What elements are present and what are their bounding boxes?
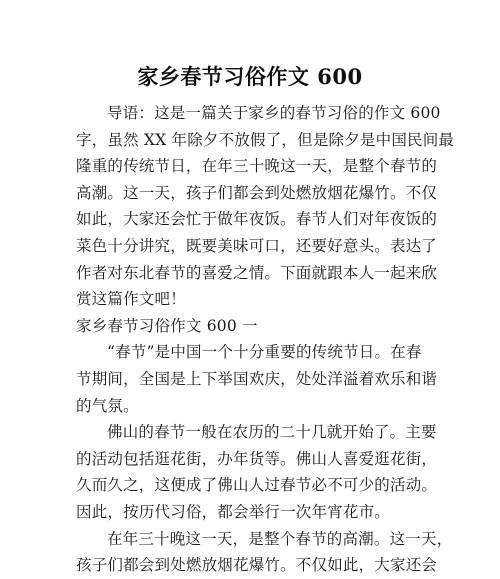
text-line: 作者对东北春节的喜爱之情。下面就跟本人一起来欣 <box>76 263 438 282</box>
text-line: 菜色十分讲究，既要美味可口，还要好意头。表达了 <box>76 236 438 255</box>
text-line: 隆重的传统节日，在年三十晚这一天，是整个春节的 <box>76 157 438 176</box>
text-line: 的活动包括逛花街，办年货等。佛山人喜爱逛花街， <box>76 449 438 468</box>
document-title: 家乡春节习俗作文 600 <box>137 64 363 89</box>
text-line: 字，虽然 XX 年除夕不放假了，但是除夕是中国民间最 <box>76 130 455 149</box>
document-body <box>76 100 455 579</box>
text-line: 在年三十晚这一天，是整个春节的高潮。这一天， <box>107 529 453 548</box>
text-line: 赏这篇作文吧！ <box>76 290 186 309</box>
text-line: 久而久之，这便成了佛山人过春节必不可少的活动。 <box>76 476 438 495</box>
text-line: 孩子们都会到处燃放烟花爆竹。不仅如此，大家还会 <box>76 556 438 575</box>
text-line: 如此，大家还会忙于做年夜饭。春节人们对年夜饭的 <box>76 210 438 229</box>
text-line: 高潮。这一天，孩子们都会到处燃放烟花爆竹。不仅 <box>76 183 438 202</box>
text-line: 佛山的春节一般在农历的二十几就开始了。主要 <box>107 423 437 442</box>
text-line: 的气氛。 <box>76 396 139 415</box>
text-line: 家乡春节习俗作文 600 一 <box>76 316 258 335</box>
text-line: 节期间，全国是上下举国欢庆，处处洋溢着欢乐和谐 <box>76 369 438 388</box>
text-line: “春节”是中国一个十分重要的传统节日。在春 <box>107 343 422 362</box>
text-line: 导语：这是一篇关于家乡的春节习俗的作文 600 <box>107 104 441 122</box>
text-line: 因此，按历代习俗，都会举行一次年宵花市。 <box>76 502 391 521</box>
